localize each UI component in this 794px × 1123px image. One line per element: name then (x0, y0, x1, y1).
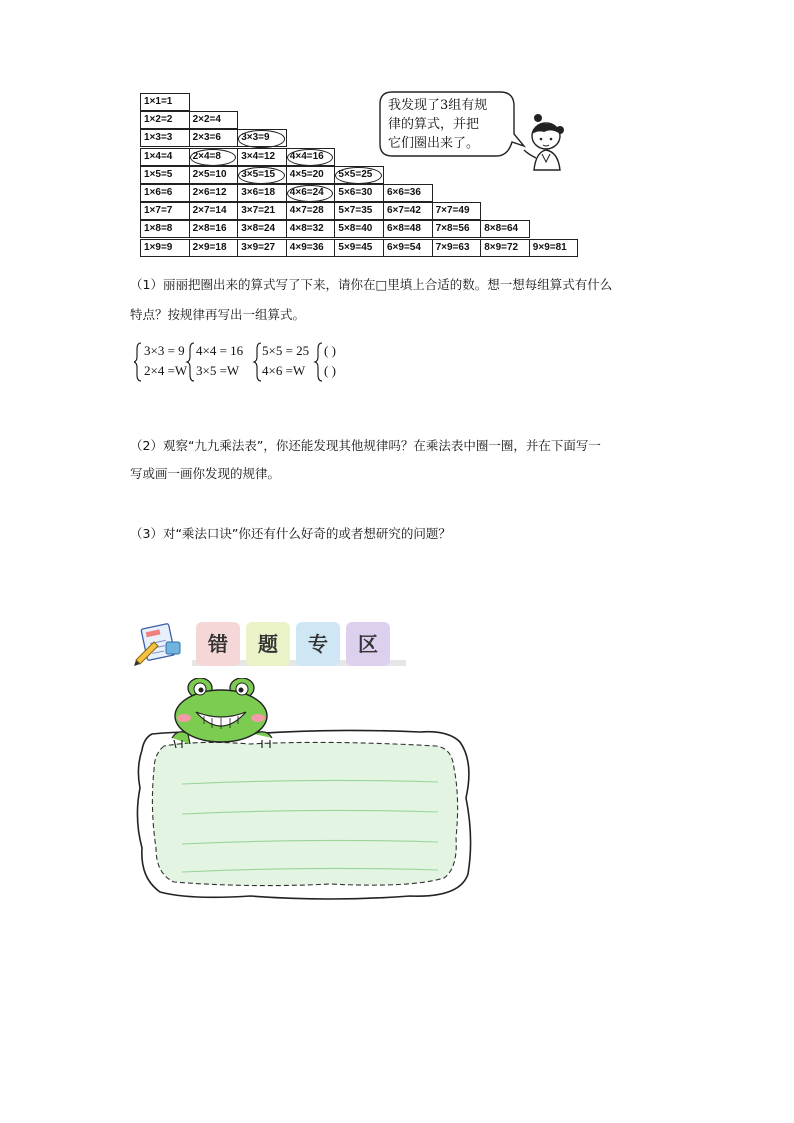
table-cell: 5×9=45 (334, 239, 384, 257)
question-1-line-1: （1）丽丽把圈出来的算式写了下来，请你在□里填上合适的数。想一想每组算式有什么 (130, 277, 613, 292)
table-cell: 1×4=4 (140, 148, 190, 166)
speech-bubble (378, 90, 518, 162)
equation-g2-top: 4×4 = 16 (196, 343, 244, 358)
table-cell: 2×5=10 (189, 166, 239, 184)
table-cell: 1×2=2 (140, 111, 190, 129)
circled-equation-ring (238, 167, 285, 184)
bubble-line-2: 律的算式，并把 (388, 117, 480, 132)
table-cell: 7×7=49 (432, 202, 482, 220)
table-cell: 7×9=63 (432, 239, 482, 257)
bubble-line-1: 我发现了3组有规 (388, 98, 488, 113)
table-cell: 1×8=8 (140, 220, 190, 238)
table-cell: 3×8=24 (237, 220, 287, 238)
bubble-line-3: 它们圈出来了。 (388, 136, 480, 151)
table-cell: 6×6=36 (383, 184, 433, 202)
table-cell: 2×9=18 (189, 239, 239, 257)
section-tag-char-2: 题 (246, 622, 290, 666)
table-cell: 6×8=48 (383, 220, 433, 238)
table-cell: 9×9=81 (529, 239, 579, 257)
question-2-line-2: 写或画一画你发现的规律。 (130, 466, 281, 481)
table-cell: 4×7=28 (286, 202, 336, 220)
table-cell: 5×6=30 (334, 184, 384, 202)
equation-g1-bottom: 2×4 =W (144, 363, 188, 378)
question-1-line-2: 特点？按规律再写出一组算式。 (130, 307, 306, 322)
table-cell: 1×5=5 (140, 166, 190, 184)
table-cell: 5×8=40 (334, 220, 384, 238)
circled-equation-ring (190, 149, 237, 166)
table-cell: 4×4=16 (286, 148, 336, 166)
table-cell: 6×9=54 (383, 239, 433, 257)
equation-g3-bottom: 4×6 =W (262, 363, 306, 378)
table-cell: 2×2=4 (189, 111, 239, 129)
table-cell: 1×9=9 (140, 239, 190, 257)
table-cell: 8×9=72 (480, 239, 530, 257)
table-cell: 1×3=3 (140, 129, 190, 147)
equation-g2-bottom: 3×5 =W (196, 363, 240, 378)
table-cell: 1×1=1 (140, 93, 190, 111)
table-cell: 5×7=35 (334, 202, 384, 220)
equation-g1-top: 3×3 = 9 (144, 343, 185, 358)
section-tag-char-1: 错 (196, 622, 240, 666)
table-cell: 8×8=64 (480, 220, 530, 238)
table-cell: 2×3=6 (189, 129, 239, 147)
table-cell: 4×8=32 (286, 220, 336, 238)
answer-blank-top[interactable]: ( ) (324, 343, 336, 358)
table-cell: 2×6=12 (189, 184, 239, 202)
table-cell: 7×8=56 (432, 220, 482, 238)
table-cell: 3×7=21 (237, 202, 287, 220)
table-cell: 2×4=8 (189, 148, 239, 166)
table-cell: 2×8=16 (189, 220, 239, 238)
table-cell: 3×5=15 (237, 166, 287, 184)
question-3-line-1: （3）对“乘法口诀”你还有什么好奇的或者想研究的问题？ (130, 526, 451, 541)
table-cell: 3×4=12 (237, 148, 287, 166)
table-cell: 1×6=6 (140, 184, 190, 202)
frog-note-board (130, 678, 475, 910)
table-cell: 3×6=18 (237, 184, 287, 202)
circled-equation-ring (238, 130, 285, 147)
circled-equation-ring (335, 167, 382, 184)
circled-equation-ring (287, 149, 334, 166)
notebook-pencil-icon (132, 620, 188, 666)
question-2-line-1: （2）观察“九九乘法表”，你还能发现其他规律吗？在乘法表中圈一圈，并在下面写一 (130, 438, 601, 453)
table-cell: 4×6=24 (286, 184, 336, 202)
table-cell: 2×7=14 (189, 202, 239, 220)
equation-g3-top: 5×5 = 25 (262, 343, 310, 358)
table-cell: 4×9=36 (286, 239, 336, 257)
table-cell: 5×5=25 (334, 166, 384, 184)
table-cell: 1×7=7 (140, 202, 190, 220)
table-cell: 3×3=9 (237, 129, 287, 147)
answer-blank-bottom[interactable]: ( ) (324, 363, 336, 378)
table-cell: 4×5=20 (286, 166, 336, 184)
table-cell: 3×9=27 (237, 239, 287, 257)
section-tag-char-4: 区 (346, 622, 390, 666)
section-tag-char-3: 专 (296, 622, 340, 666)
table-cell: 6×7=42 (383, 202, 433, 220)
